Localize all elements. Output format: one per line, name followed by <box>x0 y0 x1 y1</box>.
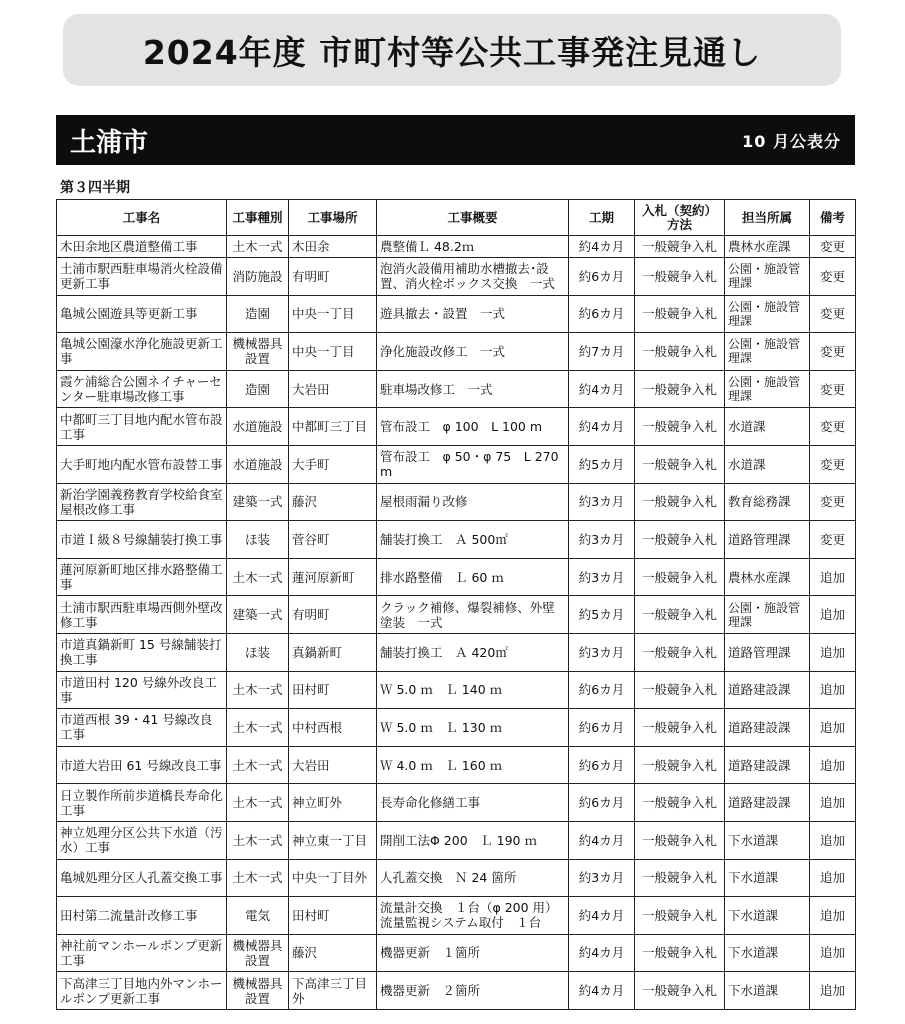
cell-dept: 農林水産課 <box>725 558 810 596</box>
cell-dept: 下水道課 <box>725 972 810 1010</box>
cell-dept: 農林水産課 <box>725 236 810 258</box>
table-row <box>57 295 856 333</box>
cell-note: 追加 <box>810 709 856 747</box>
cell-note: 追加 <box>810 897 856 935</box>
cell-dept: 道路建設課 <box>725 784 810 822</box>
cell-type: 土木一式 <box>227 859 289 897</box>
cell-summary: 舗装打換工 Ａ 500㎡ <box>377 521 569 559</box>
cell-method: 一般競争入札 <box>635 236 725 258</box>
cell-method: 一般競争入札 <box>635 370 725 408</box>
cell-summary: 人孔蓋交換 Ｎ 24 箇所 <box>377 859 569 897</box>
cell-note: 変更 <box>810 408 856 446</box>
city-header-bar <box>56 115 855 165</box>
cell-summary: Ｗ 4.0 ｍ Ｌ 160 ｍ <box>377 746 569 784</box>
table-row <box>57 972 856 1010</box>
cell-method: 一般競争入札 <box>635 859 725 897</box>
cell-dept: 道路建設課 <box>725 671 810 709</box>
cell-name: 市道西根 39・41 号線改良工事 <box>57 709 227 747</box>
cell-summary: Ｗ 5.0 ｍ Ｌ 140 ｍ <box>377 671 569 709</box>
cell-dept: 下水道課 <box>725 897 810 935</box>
cell-note: 追加 <box>810 859 856 897</box>
cell-type: 消防施設 <box>227 258 289 296</box>
cell-name: 市道田村 120 号線外改良工事 <box>57 671 227 709</box>
cell-note: 変更 <box>810 333 856 371</box>
cell-method: 一般競争入札 <box>635 972 725 1010</box>
cell-place: 中央一丁目 <box>289 295 377 333</box>
cell-name: 蓮河原新町地区排水路整備工事 <box>57 558 227 596</box>
cell-method: 一般競争入札 <box>635 784 725 822</box>
cell-period: 約4カ月 <box>569 408 635 446</box>
cell-summary: 泡消火設備用補助水槽撤去･設置、消火栓ボックス交換 一式 <box>377 258 569 296</box>
table-row <box>57 408 856 446</box>
cell-place: 中都町三丁目 <box>289 408 377 446</box>
cell-type: 機械器具設置 <box>227 333 289 371</box>
cell-period: 約3カ月 <box>569 859 635 897</box>
cell-note: 追加 <box>810 596 856 634</box>
cell-summary: 農整備Ｌ 48.2ｍ <box>377 236 569 258</box>
cell-name: 日立製作所前歩道橋長寿命化工事 <box>57 784 227 822</box>
column-header-period: 工期 <box>569 200 635 236</box>
cell-period: 約3カ月 <box>569 633 635 671</box>
cell-method: 一般競争入札 <box>635 445 725 483</box>
cell-place: 大手町 <box>289 445 377 483</box>
cell-method: 一般競争入札 <box>635 483 725 521</box>
cell-name: 土浦市駅西駐車場消火栓設備更新工事 <box>57 258 227 296</box>
cell-summary: 遊具撤去・設置 一式 <box>377 295 569 333</box>
cell-place: 真鍋新町 <box>289 633 377 671</box>
cell-dept: 公園・施設管理課 <box>725 596 810 634</box>
table-row <box>57 709 856 747</box>
cell-type: 土木一式 <box>227 709 289 747</box>
cell-type: 土木一式 <box>227 236 289 258</box>
cell-note: 追加 <box>810 972 856 1010</box>
cell-note: 変更 <box>810 445 856 483</box>
table-header-row <box>57 200 856 236</box>
cell-summary: 長寿命化修繕工事 <box>377 784 569 822</box>
column-header-place: 工事場所 <box>289 200 377 236</box>
cell-period: 約3カ月 <box>569 558 635 596</box>
cell-note: 追加 <box>810 671 856 709</box>
cell-type: 電気 <box>227 897 289 935</box>
cell-dept: 道路建設課 <box>725 709 810 747</box>
table-row <box>57 821 856 859</box>
cell-name: 亀城公園遊具等更新工事 <box>57 295 227 333</box>
cell-type: 土木一式 <box>227 671 289 709</box>
cell-name: 市道Ｉ級８号線舗装打換工事 <box>57 521 227 559</box>
cell-dept: 公園・施設管理課 <box>725 295 810 333</box>
cell-note: 変更 <box>810 521 856 559</box>
cell-summary: 管布設工 φ 50・φ 75 L 270 m <box>377 445 569 483</box>
cell-summary: 開削工法Φ 200 Ｌ 190 ｍ <box>377 821 569 859</box>
cell-period: 約6カ月 <box>569 709 635 747</box>
table-row <box>57 897 856 935</box>
cell-name: 大手町地内配水管布設替工事 <box>57 445 227 483</box>
cell-place: 藤沢 <box>289 934 377 972</box>
table-row <box>57 370 856 408</box>
column-header-type: 工事種別 <box>227 200 289 236</box>
cell-period: 約4カ月 <box>569 897 635 935</box>
cell-place: 菅谷町 <box>289 521 377 559</box>
cell-name: 新治学園義務教育学校給食室屋根改修工事 <box>57 483 227 521</box>
cell-place: 有明町 <box>289 258 377 296</box>
cell-note: 追加 <box>810 746 856 784</box>
cell-method: 一般競争入札 <box>635 671 725 709</box>
cell-place: 中央一丁目 <box>289 333 377 371</box>
cell-name: 神立処理分区公共下水道（汚水）工事 <box>57 821 227 859</box>
cell-type: ほ装 <box>227 633 289 671</box>
cell-place: 有明町 <box>289 596 377 634</box>
cell-method: 一般競争入札 <box>635 295 725 333</box>
cell-note: 追加 <box>810 934 856 972</box>
cell-period: 約7カ月 <box>569 333 635 371</box>
cell-place: 中央一丁目外 <box>289 859 377 897</box>
cell-summary: 屋根雨漏り改修 <box>377 483 569 521</box>
cell-name: 田村第二流量計改修工事 <box>57 897 227 935</box>
cell-period: 約4カ月 <box>569 236 635 258</box>
cell-period: 約6カ月 <box>569 671 635 709</box>
table-row <box>57 558 856 596</box>
cell-method: 一般競争入札 <box>635 258 725 296</box>
cell-method: 一般競争入札 <box>635 408 725 446</box>
cell-method: 一般競争入札 <box>635 333 725 371</box>
cell-note: 追加 <box>810 558 856 596</box>
cell-type: 機械器具設置 <box>227 934 289 972</box>
cell-dept: 下水道課 <box>725 934 810 972</box>
cell-dept: 水道課 <box>725 408 810 446</box>
cell-period: 約6カ月 <box>569 746 635 784</box>
cell-place: 神立町外 <box>289 784 377 822</box>
cell-note: 変更 <box>810 483 856 521</box>
cell-place: 下高津三丁目外 <box>289 972 377 1010</box>
cell-type: 造園 <box>227 370 289 408</box>
cell-name: 下高津三丁目地内外マンホールポンプ更新工事 <box>57 972 227 1010</box>
cell-summary: クラック補修、爆裂補修、外壁塗装 一式 <box>377 596 569 634</box>
cell-place: 大岩田 <box>289 370 377 408</box>
cell-period: 約5カ月 <box>569 445 635 483</box>
quarter-label: 第３四半期 <box>60 180 130 196</box>
cell-note: 変更 <box>810 236 856 258</box>
cell-summary: 舗装打換工 Ａ 420㎡ <box>377 633 569 671</box>
cell-summary: 機器更新 １箇所 <box>377 934 569 972</box>
cell-period: 約6カ月 <box>569 258 635 296</box>
cell-dept: 教育総務課 <box>725 483 810 521</box>
cell-name: 市道大岩田 61 号線改良工事 <box>57 746 227 784</box>
cell-type: 土木一式 <box>227 821 289 859</box>
cell-dept: 下水道課 <box>725 821 810 859</box>
cell-note: 変更 <box>810 295 856 333</box>
cell-place: 藤沢 <box>289 483 377 521</box>
cell-place: 木田余 <box>289 236 377 258</box>
cell-type: 土木一式 <box>227 746 289 784</box>
column-header-note: 備考 <box>810 200 856 236</box>
cell-name: 亀城処理分区人孔蓋交換工事 <box>57 859 227 897</box>
cell-method: 一般競争入札 <box>635 746 725 784</box>
cell-place: 田村町 <box>289 671 377 709</box>
cell-dept: 下水道課 <box>725 859 810 897</box>
city-name: 土浦市 <box>70 127 149 158</box>
cell-note: 追加 <box>810 784 856 822</box>
cell-place: 田村町 <box>289 897 377 935</box>
table-row <box>57 746 856 784</box>
cell-summary: 流量計交換 １台（φ 200 用）流量監視システム取付 １台 <box>377 897 569 935</box>
cell-type: 建築一式 <box>227 483 289 521</box>
cell-place: 神立東一丁目 <box>289 821 377 859</box>
cell-summary: 排水路整備 Ｌ 60 ｍ <box>377 558 569 596</box>
table-row <box>57 521 856 559</box>
cell-period: 約4カ月 <box>569 934 635 972</box>
cell-summary: 管布設工 φ 100 L 100 m <box>377 408 569 446</box>
table-row <box>57 333 856 371</box>
cell-place: 大岩田 <box>289 746 377 784</box>
table-row <box>57 445 856 483</box>
column-header-method: 入札（契約）方法 <box>635 200 725 236</box>
cell-period: 約4カ月 <box>569 972 635 1010</box>
cell-dept: 水道課 <box>725 445 810 483</box>
cell-method: 一般競争入札 <box>635 934 725 972</box>
cell-place: 中村西根 <box>289 709 377 747</box>
cell-method: 一般競争入札 <box>635 633 725 671</box>
cell-dept: 道路管理課 <box>725 521 810 559</box>
cell-name: 土浦市駅西駐車場西側外壁改修工事 <box>57 596 227 634</box>
cell-dept: 公園・施設管理課 <box>725 370 810 408</box>
cell-period: 約6カ月 <box>569 784 635 822</box>
cell-note: 追加 <box>810 821 856 859</box>
cell-type: 水道施設 <box>227 408 289 446</box>
column-header-name: 工事名 <box>57 200 227 236</box>
cell-dept: 公園・施設管理課 <box>725 333 810 371</box>
cell-method: 一般競争入札 <box>635 821 725 859</box>
cell-note: 変更 <box>810 370 856 408</box>
table-body <box>57 236 856 1010</box>
cell-type: 水道施設 <box>227 445 289 483</box>
cell-summary: Ｗ 5.0 ｍ Ｌ 130 ｍ <box>377 709 569 747</box>
table-row <box>57 784 856 822</box>
cell-name: 木田余地区農道整備工事 <box>57 236 227 258</box>
cell-type: 土木一式 <box>227 784 289 822</box>
table-row <box>57 633 856 671</box>
table-row <box>57 596 856 634</box>
table-row <box>57 236 856 258</box>
cell-dept: 道路管理課 <box>725 633 810 671</box>
cell-method: 一般競争入札 <box>635 709 725 747</box>
table-row <box>57 483 856 521</box>
cell-summary: 駐車場改修工 一式 <box>377 370 569 408</box>
cell-period: 約4カ月 <box>569 370 635 408</box>
cell-type: 土木一式 <box>227 558 289 596</box>
cell-note: 変更 <box>810 258 856 296</box>
cell-name: 亀城公園濠水浄化施設更新工事 <box>57 333 227 371</box>
cell-dept: 道路建設課 <box>725 746 810 784</box>
cell-period: 約3カ月 <box>569 521 635 559</box>
cell-period: 約3カ月 <box>569 483 635 521</box>
cell-period: 約4カ月 <box>569 821 635 859</box>
cell-name: 神社前マンホールポンプ更新工事 <box>57 934 227 972</box>
cell-method: 一般競争入札 <box>635 558 725 596</box>
cell-place: 蓮河原新町 <box>289 558 377 596</box>
column-header-summary: 工事概要 <box>377 200 569 236</box>
cell-name: 中都町三丁目地内配水管布設工事 <box>57 408 227 446</box>
cell-period: 約6カ月 <box>569 295 635 333</box>
publish-note: 10 月公表分 <box>742 131 841 151</box>
cell-summary: 浄化施設改修工 一式 <box>377 333 569 371</box>
table-row <box>57 934 856 972</box>
works-table <box>56 199 856 1010</box>
cell-type: 機械器具設置 <box>227 972 289 1010</box>
cell-type: 建築一式 <box>227 596 289 634</box>
table-row <box>57 671 856 709</box>
page-title: 2024年度 市町村等公共工事発注見通し <box>142 32 762 72</box>
table-row <box>57 258 856 296</box>
cell-name: 市道真鍋新町 15 号線舗装打換工事 <box>57 633 227 671</box>
page-title-banner <box>63 14 841 86</box>
cell-method: 一般競争入札 <box>635 897 725 935</box>
cell-summary: 機器更新 ２箇所 <box>377 972 569 1010</box>
table-row <box>57 859 856 897</box>
cell-period: 約5カ月 <box>569 596 635 634</box>
cell-note: 追加 <box>810 633 856 671</box>
cell-method: 一般競争入札 <box>635 521 725 559</box>
cell-dept: 公園・施設管理課 <box>725 258 810 296</box>
cell-method: 一般競争入札 <box>635 596 725 634</box>
cell-type: 造園 <box>227 295 289 333</box>
cell-name: 霞ケ浦総合公園ネイチャーセンター駐車場改修工事 <box>57 370 227 408</box>
cell-type: ほ装 <box>227 521 289 559</box>
column-header-dept: 担当所属 <box>725 200 810 236</box>
